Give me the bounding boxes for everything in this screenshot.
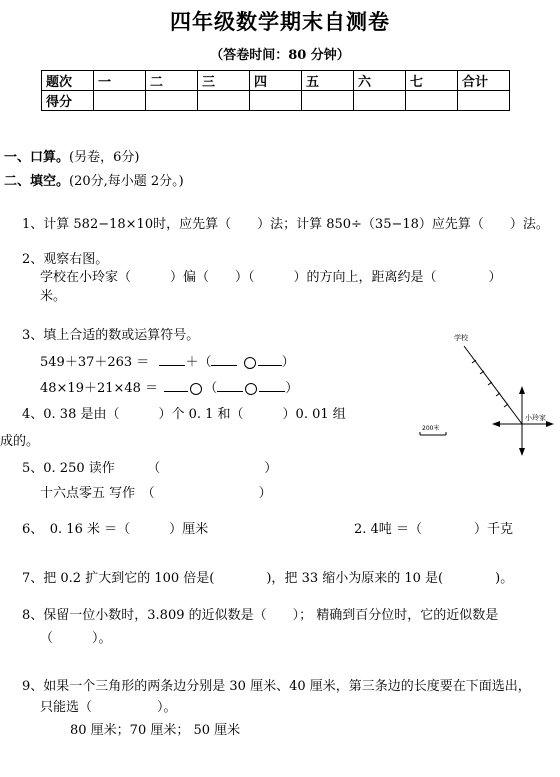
blank[interactable] bbox=[211, 353, 237, 366]
score-cell: 三 bbox=[198, 71, 250, 91]
map-tick bbox=[496, 393, 500, 396]
score-entry[interactable] bbox=[198, 91, 250, 111]
section-1-label: 一、口算。 bbox=[4, 150, 70, 165]
score-cell: 四 bbox=[250, 71, 302, 91]
score-cell: 五 bbox=[302, 71, 354, 91]
west-arrow-icon bbox=[492, 421, 500, 427]
question-3-expr2 bbox=[40, 377, 298, 396]
question-6-left: 6、 0. 16 米 ＝（ ）厘米 bbox=[22, 522, 209, 537]
expr2-close: ） bbox=[285, 381, 299, 396]
blank[interactable] bbox=[164, 379, 188, 392]
section-2 bbox=[4, 170, 184, 189]
question-8-line1: 8、保留一位小数时，3.809 的近似数是（ ）； 精确到百分位时，它的近似数是 bbox=[22, 608, 499, 623]
operator-circle[interactable] bbox=[245, 383, 257, 395]
expr1-mid: ＋（ bbox=[185, 355, 212, 370]
score-table-header-row bbox=[42, 71, 510, 91]
blank[interactable] bbox=[217, 379, 243, 392]
question-5-line2: 十六点零五 写作 （ ） bbox=[40, 486, 272, 501]
south-arrow-icon bbox=[519, 448, 525, 456]
map-tick bbox=[504, 404, 508, 407]
score-table-score-row bbox=[42, 91, 510, 111]
expr1-left: 549＋37＋263 ＝ bbox=[40, 355, 150, 370]
score-cell: 二 bbox=[146, 71, 198, 91]
question-4-line1: 4、0. 38 是由（ ）个 0. 1 和（ ）0. 01 组 bbox=[22, 407, 346, 422]
question-2-line2: 学校在小玲家（ ）偏（ ）（ ）的方向上，距离约是（ ） bbox=[40, 270, 502, 285]
question-2-line1: 2、观察右图。 bbox=[22, 252, 109, 267]
question-3-line1: 3、填上合适的数或运算符号。 bbox=[22, 328, 200, 343]
question-8-line2: （ ）。 bbox=[40, 631, 112, 646]
score-entry[interactable] bbox=[302, 91, 354, 111]
map-scale-label: 200米 bbox=[422, 425, 440, 432]
score-cell: 合计 bbox=[458, 71, 510, 91]
question-5-line1: 5、0. 250 读作 （ ） bbox=[22, 461, 278, 476]
score-entry[interactable] bbox=[146, 91, 198, 111]
score-cell: 六 bbox=[354, 71, 406, 91]
question-1: 1、计算 582−18×10时，应先算（ ）法；计算 850÷（35−18）应先算（ ）法。 bbox=[22, 217, 549, 232]
east-arrow-icon bbox=[546, 421, 554, 427]
question-3-expr1 bbox=[40, 351, 295, 370]
score-table bbox=[41, 70, 510, 111]
direction-map bbox=[410, 326, 558, 460]
question-4-line2: 成的。 bbox=[0, 434, 40, 449]
score-entry[interactable] bbox=[354, 91, 406, 111]
score-cell: 七 bbox=[406, 71, 458, 91]
score-entry[interactable] bbox=[250, 91, 302, 111]
section-2-note: (20分,每小题 2分。) bbox=[69, 174, 184, 189]
expr2-open: （ bbox=[204, 381, 218, 396]
question-9-line3: 80 厘米；70 厘米； 50 厘米 bbox=[70, 723, 241, 738]
operator-circle[interactable] bbox=[190, 383, 202, 395]
section-1 bbox=[4, 146, 139, 165]
map-route-line bbox=[464, 346, 522, 424]
score-label: 得分 bbox=[42, 91, 94, 111]
question-7: 7、把 0.2 扩大到它的 100 倍是( )，把 33 缩小为原来的 10 是( )。 bbox=[22, 571, 514, 586]
score-cell: 题次 bbox=[42, 71, 94, 91]
question-6-right: 2. 4吨 ＝（ ）千克 bbox=[354, 522, 513, 537]
section-2-label: 二、填空。 bbox=[4, 174, 70, 189]
score-entry[interactable] bbox=[94, 91, 146, 111]
score-entry[interactable] bbox=[458, 91, 510, 111]
blank[interactable] bbox=[259, 379, 285, 392]
expr2-left: 48×19＋21×48 ＝ bbox=[40, 381, 159, 396]
map-school-label: 学校 bbox=[454, 334, 468, 342]
score-entry[interactable] bbox=[406, 91, 458, 111]
question-2-line3: 米。 bbox=[40, 289, 67, 304]
north-arrow-icon bbox=[519, 386, 525, 394]
operator-circle[interactable] bbox=[244, 357, 256, 369]
map-home-label: 小玲家 bbox=[525, 414, 546, 422]
page-subtitle: （答卷时间：80 分钟） bbox=[210, 48, 350, 63]
blank[interactable] bbox=[258, 353, 282, 366]
score-cell: 一 bbox=[94, 71, 146, 91]
section-1-note: (另卷，6分) bbox=[69, 150, 140, 165]
blank[interactable] bbox=[159, 353, 185, 366]
question-9-line2: 只能选（ ）。 bbox=[40, 700, 177, 715]
question-9-line1: 9、如果一个三角形的两条边分别是 30 厘米、40 厘米，第三条边的长度要在下面选出， bbox=[22, 679, 531, 694]
page-title: 四年级数学期末自测卷 bbox=[170, 9, 390, 34]
expr1-close: ） bbox=[281, 355, 295, 370]
